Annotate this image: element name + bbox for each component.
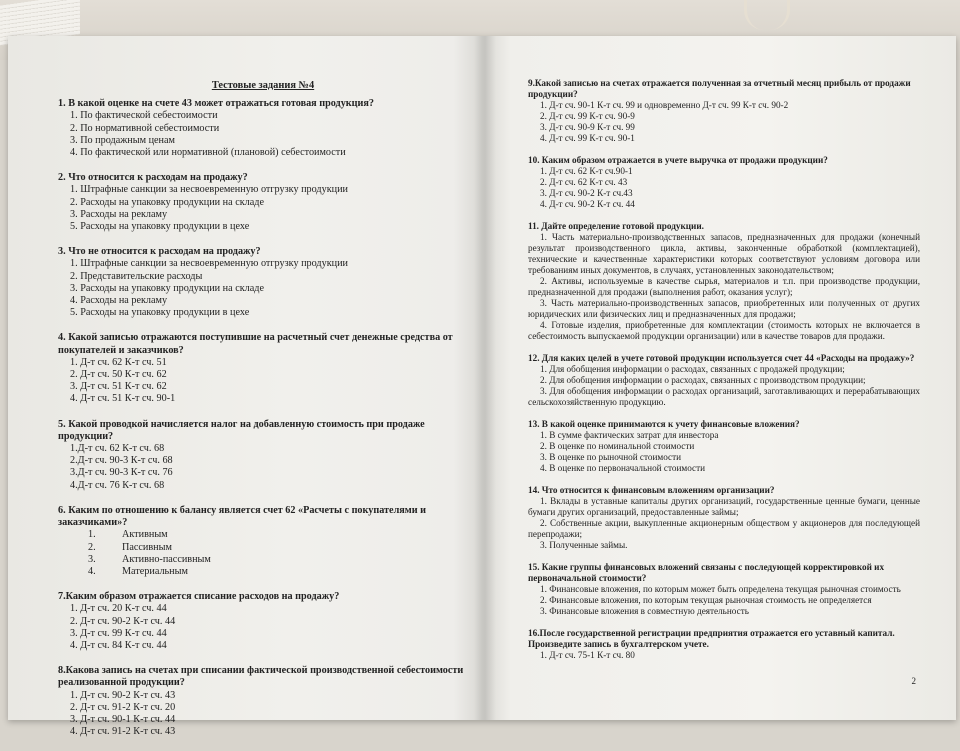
answer-option — [58, 554, 468, 566]
answer-option: 3. В оценке по рыночной стоимости — [540, 452, 682, 462]
question-text: 16.После государственной регистрации предприятия отражается его уставный капитал. Произведите запись в бухгалтерском учете. — [528, 628, 895, 649]
option-number: 1. — [88, 529, 96, 541]
answer-option: 3. Для обобщения информации о расходах организаций, заготавливающих и перерабатывающих сельскохозяйственную продукцию. — [528, 386, 920, 407]
question-block — [58, 98, 468, 159]
question-text: 12. Для каких целей в учете готовой продукции используется счет 44 «Расходы на продажу»? — [528, 353, 915, 363]
question-block — [528, 485, 920, 551]
option-number: 4. — [88, 565, 96, 577]
answer-option: 3. Часть материально-производственных запасов, приобретенных или полученных от других юридических или физических лиц и предназначенных для продажи; — [528, 298, 920, 319]
answer-option: 1. Д-т сч. 90-1 К-т сч. 99 и одновременно Д-т сч. 99 К-т сч. 90-2 — [540, 100, 789, 110]
question-block — [58, 665, 468, 738]
question-text: 2. Что относится к расходам на продажу? — [58, 172, 248, 184]
answer-option: 1. Д-т сч. 90-2 К-т сч. 43 — [70, 689, 176, 701]
answer-option: 4. Готовые изделия, приобретенные для комплектации (стоимость которых не включается в себестоимость выпускаемой продукции организации) или в качестве товаров для продажи. — [528, 320, 920, 341]
answer-option: 1. Д-т сч. 62 К-т сч. 51 — [70, 356, 167, 368]
question-block — [58, 246, 468, 319]
answer-option: 1. Финансовые вложения, по которым может быть определена текущая рыночная стоимость — [540, 584, 901, 594]
answer-option: 3. Д-т сч. 99 К-т сч. 44 — [70, 627, 167, 639]
answer-option: 2. В оценке по номинальной стоимости — [540, 441, 695, 451]
question-block — [528, 221, 920, 342]
question-text: 7.Каким образом отражается списание расходов на продажу? — [58, 591, 340, 603]
answer-option: 4. В оценке по первоначальной стоимости — [540, 463, 706, 473]
question-block — [58, 419, 468, 492]
question-text: 10. Каким образом отражается в учете выручка от продажи продукции? — [528, 155, 828, 165]
answer-option: 3. Расходы на упаковку продукции на складе — [70, 282, 264, 294]
answer-option: 3. Д-т сч. 90-2 К-т сч.43 — [540, 188, 633, 198]
answer-option: 2. Активы, используемые в качестве сырья, материалов и т.п. при производстве продукции, предназначенной для продажи (выполнения работ, оказания услуг); — [528, 276, 920, 297]
question-text: 6. Каким по отношению к балансу является счет 62 «Расчеты с покупателями и заказчиками»? — [58, 504, 427, 529]
answer-option: 2. Д-т сч. 99 К-т сч. 90-9 — [540, 111, 635, 121]
question-text: 1. В какой оценке на счете 43 может отражаться готовая продукция? — [58, 98, 375, 110]
answer-option: 1. Вклады в уставные капиталы других организаций, государственные ценные бумаги, ценные бумаги других организаций, предоставленные займы; — [528, 496, 920, 517]
question-text: 3. Что не относится к расходам на продажу? — [58, 246, 261, 258]
option-text: Материальным — [122, 565, 188, 577]
answer-option: 1. Д-т сч. 62 К-т сч.90-1 — [540, 166, 633, 176]
question-block — [58, 591, 468, 652]
answer-option: 1. Д-т сч. 20 К-т сч. 44 — [70, 603, 167, 615]
answer-option: 3. Финансовые вложения в совместную деятельность — [540, 606, 749, 616]
answer-option: 3. По продажным ценам — [70, 134, 175, 146]
page-number: 2 — [911, 676, 916, 686]
question-text: 9.Какой записью на счетах отражается полученная за отчетный месяц прибыль от продажи продукции? — [528, 78, 911, 99]
question-text: 4. Какой записью отражаются поступившие на расчетный счет денежные средства от покупателей и заказчиков? — [58, 332, 453, 356]
question-text: 5. Какой проводкой начисляется налог на добавленную стоимость при продаже продукции? — [58, 418, 425, 442]
answer-option: 4. Д-т сч. 51 К-т сч. 90-1 — [70, 393, 176, 405]
answer-option: 2. Д-т сч. 62 К-т сч. 43 — [540, 177, 628, 187]
answer-option: 5. Расходы на упаковку продукции в цехе — [70, 307, 250, 319]
answer-option: 1. Д-т сч. 75-1 К-т сч. 80 — [540, 650, 635, 660]
question-block — [528, 353, 920, 408]
page-spine — [474, 36, 496, 720]
answer-option: 4. Д-т сч. 91-2 К-т сч. 43 — [70, 726, 176, 738]
answer-option: 1. Штрафные санкции за несвоевременную отгрузку продукции — [70, 184, 349, 196]
answer-option: 3. Расходы на рекламу — [70, 208, 168, 220]
question-block — [58, 332, 468, 405]
answer-option — [58, 566, 468, 578]
answer-option: 3. Д-т сч. 90-9 К-т сч. 99 — [540, 122, 635, 132]
answer-option: 1. Для обобщения информации о расходах, связанных с продажей продукции; — [540, 364, 845, 374]
answer-option: 4. Расходы на рекламу — [70, 295, 168, 307]
option-text: Пассивным — [122, 541, 172, 553]
answer-option: 2. Для обобщения информации о расходах, связанных с производством продукции; — [540, 375, 866, 385]
question-text: 14. Что относится к финансовым вложениям организации? — [528, 485, 775, 495]
answer-option: 2. Финансовые вложения, по которым текущая рыночная стоимость не определяется — [540, 595, 872, 605]
answer-option: 4.Д-т сч. 76 К-т сч. 68 — [70, 479, 165, 491]
answer-option: 3.Д-т сч. 90-3 К-т сч. 76 — [70, 467, 173, 479]
left-page — [58, 36, 468, 751]
question-block — [58, 505, 468, 578]
answer-option: 3. Д-т сч. 51 К-т сч. 62 — [70, 381, 167, 393]
question-block — [528, 628, 920, 661]
answer-option: 3. Полученные займы. — [540, 540, 628, 550]
answer-option: 2. Собственные акции, выкупленные акционерным обществом у акционеров для последующей перепродажи; — [528, 518, 920, 539]
question-text: 15. Какие группы финансовых вложений связаны с последующей корректировкой их первоначальной стоимости? — [528, 562, 885, 583]
answer-option — [58, 529, 468, 541]
question-block — [528, 562, 920, 617]
option-text: Активным — [122, 529, 168, 541]
answer-option: 2. Расходы на упаковку продукции на складе — [70, 196, 264, 208]
answer-option — [58, 542, 468, 554]
question-block — [58, 172, 468, 233]
answer-option: 2. Д-т сч. 50 К-т сч. 62 — [70, 369, 167, 381]
answer-option: 2. Д-т сч. 91-2 К-т сч. 20 — [70, 701, 176, 713]
answer-option: 2. По нормативной себестоимости — [70, 122, 220, 134]
answer-option: 1. Штрафные санкции за несвоевременную отгрузку продукции — [70, 258, 349, 270]
answer-option: 4. По фактической или нормативной (плановой) себестоимости — [70, 147, 346, 159]
answer-option: 5. Расходы на упаковку продукции в цехе — [70, 221, 250, 233]
answer-option: 1. По фактической себестоимости — [70, 110, 218, 122]
answer-option: 2. Д-т сч. 90-2 К-т сч. 44 — [70, 615, 176, 627]
option-number: 2. — [88, 541, 96, 553]
answer-option: 4. Д-т сч. 84 К-т сч. 44 — [70, 639, 167, 651]
document-spread — [8, 36, 956, 738]
option-number: 3. — [88, 553, 96, 565]
option-text: Активно-пассивным — [122, 553, 211, 565]
page-title: Тестовые задания №4 — [211, 80, 315, 91]
answer-option: 2. Представительские расходы — [70, 270, 203, 282]
answer-option: 2.Д-т сч. 90-3 К-т сч. 68 — [70, 455, 173, 467]
question-text: 13. В какой оценке принимаются к учету финансовые вложения? — [528, 419, 800, 429]
question-text: 8.Какова запись на счетах при списании фактической производственной себестоимости реализованной продукции? — [58, 665, 464, 689]
answer-option: 1.Д-т сч. 62 К-т сч. 68 — [70, 443, 165, 455]
question-block — [528, 78, 920, 144]
answer-option: 4. Д-т сч. 90-2 К-т сч. 44 — [540, 199, 635, 209]
question-block — [528, 419, 920, 474]
answer-option: 1. В сумме фактических затрат для инвестора — [540, 430, 719, 440]
right-page — [528, 36, 920, 672]
answer-option: 3. Д-т сч. 90-1 К-т сч. 44 — [70, 713, 176, 725]
question-block — [528, 155, 920, 210]
question-text: 11. Дайте определение готовой продукции. — [528, 221, 704, 231]
answer-option: 1. Часть материально-производственных запасов, предназначенных для продажи (конечный результат производственного цикла, активы, законченные обработкой (комплектацией), технические и качественные характеристики которых соответствуют условиям договора или требованиям иных документов, в случаях, установленных законодательством; — [528, 232, 920, 275]
answer-option: 4. Д-т сч. 99 К-т сч. 90-1 — [540, 133, 635, 143]
